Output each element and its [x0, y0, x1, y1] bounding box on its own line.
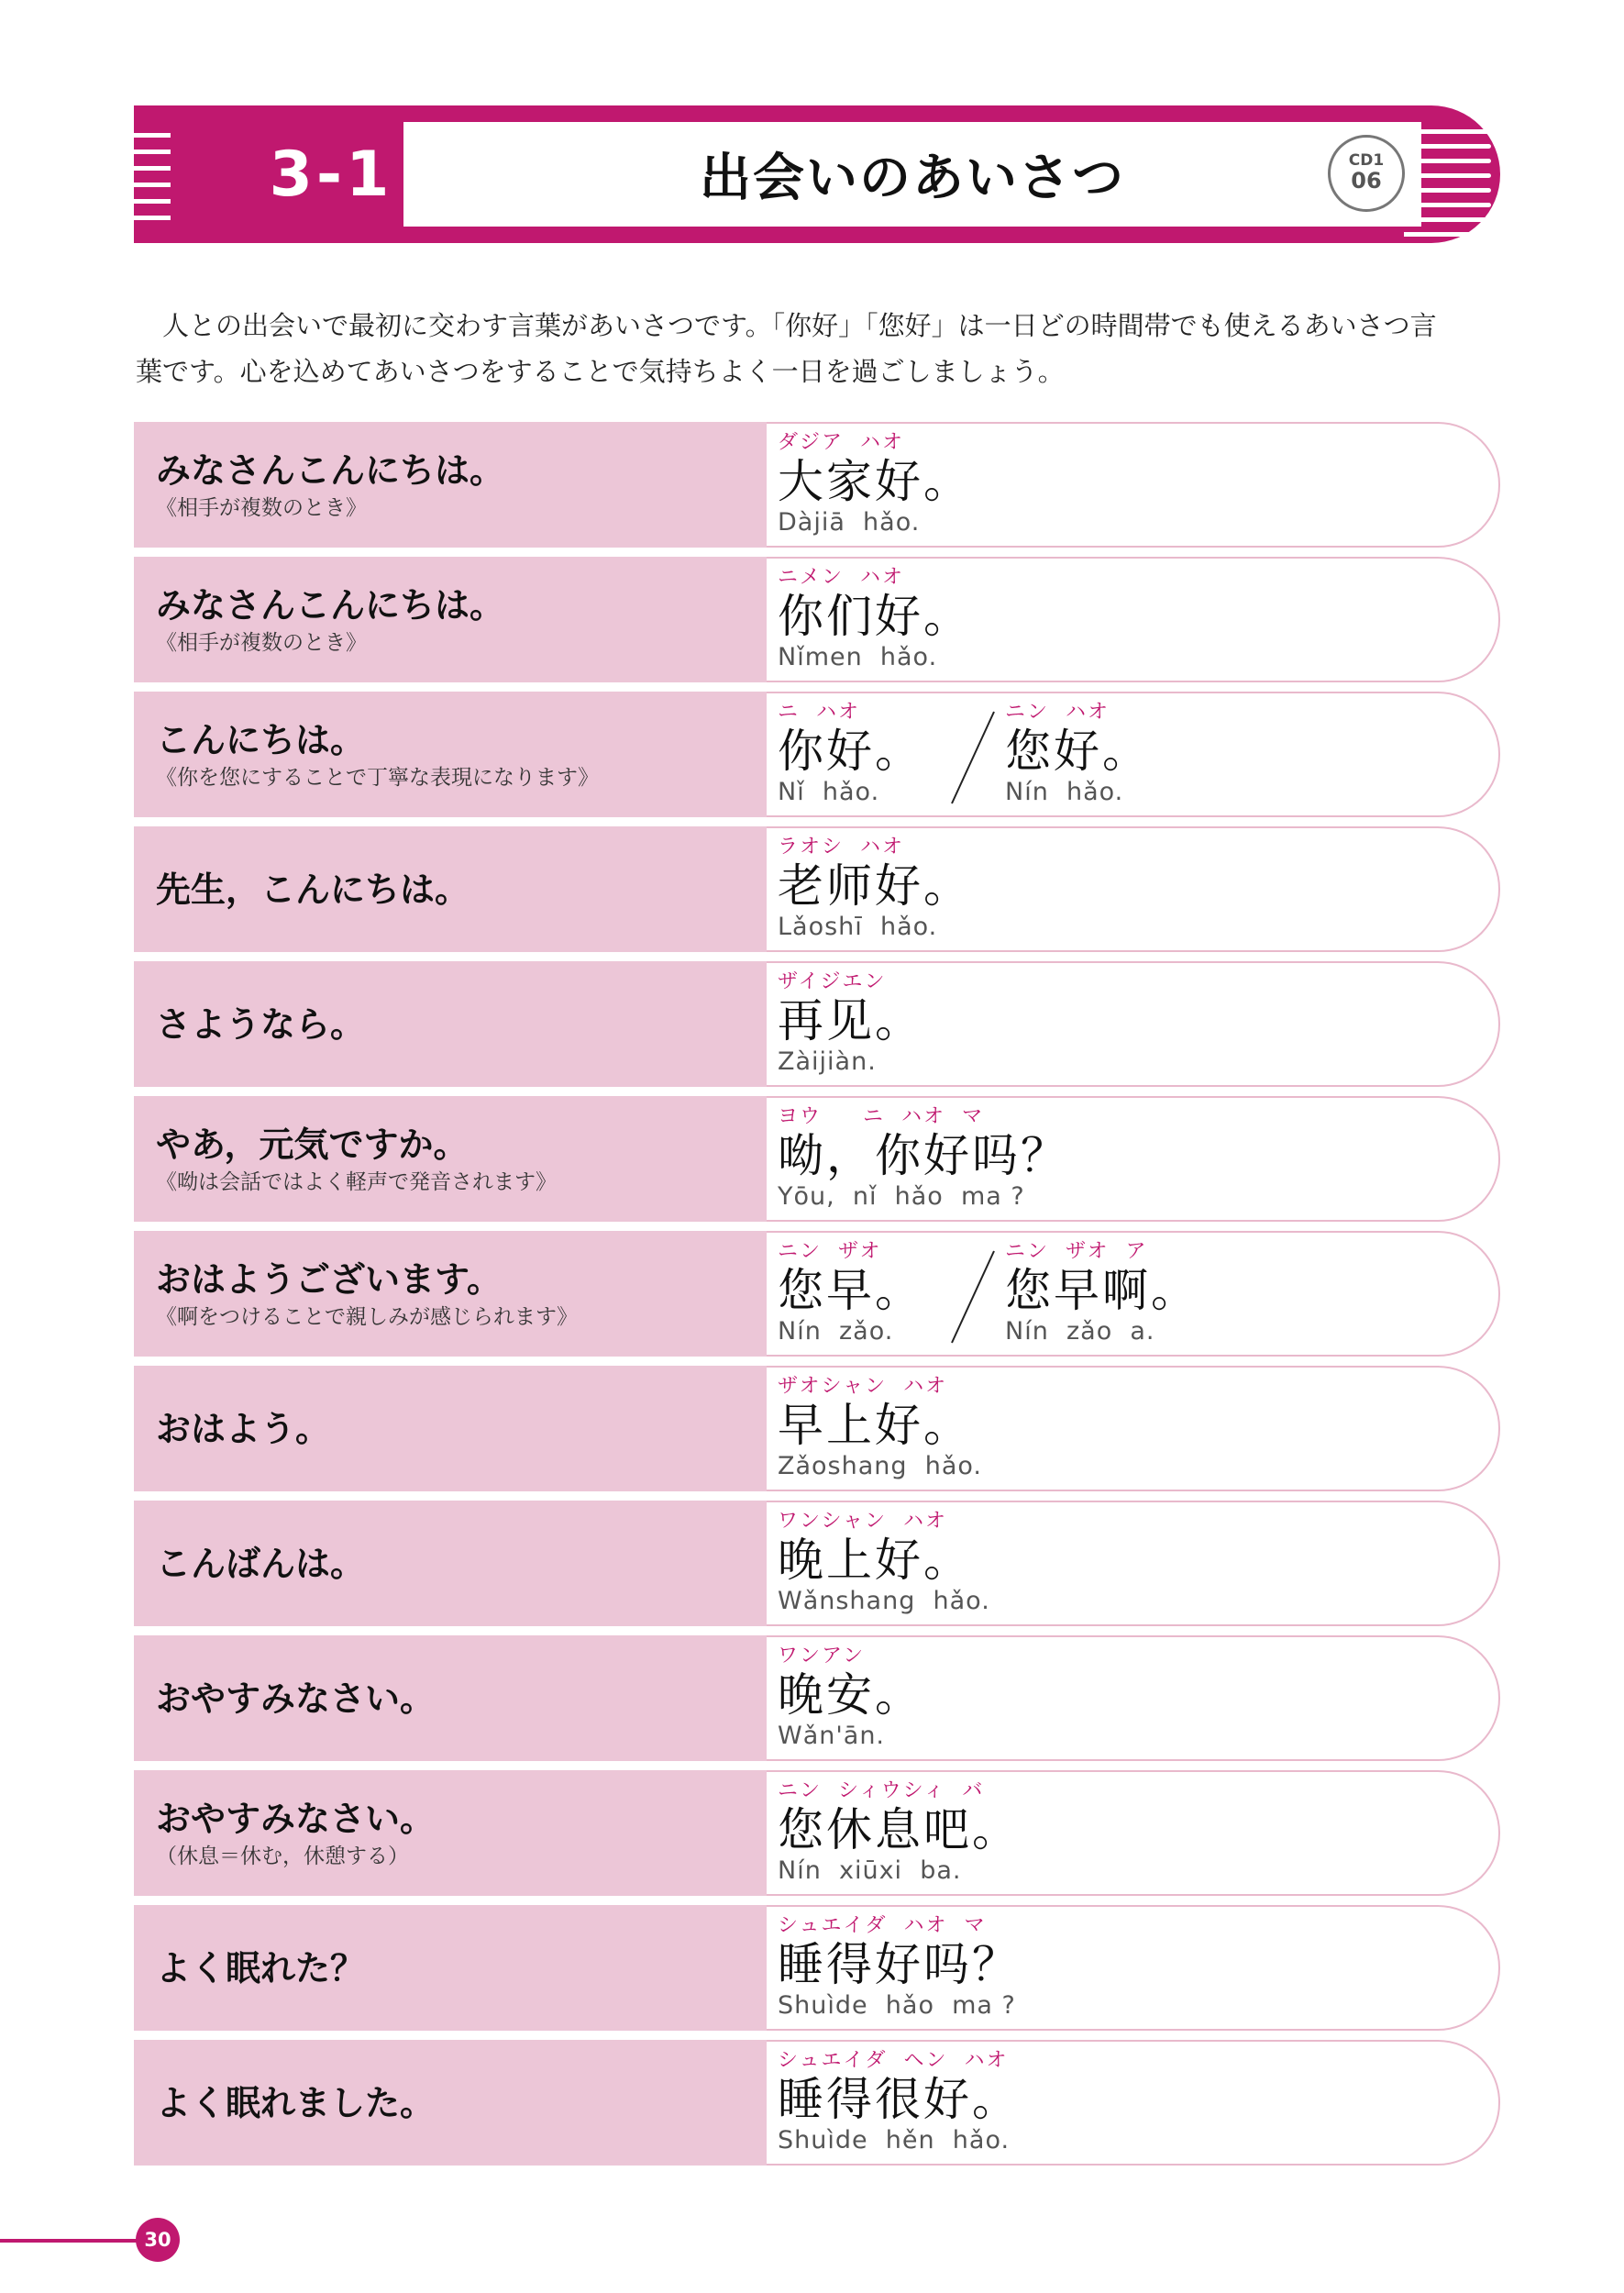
chinese-phrase-block	[1005, 701, 1151, 807]
japanese-phrase: みなさんこんにちは。	[156, 449, 505, 491]
page-title: 出会いのあいさつ	[700, 149, 1125, 208]
chinese-phrase-block	[778, 431, 972, 537]
slash-separator	[941, 1246, 1005, 1348]
intro-paragraph	[136, 303, 1502, 394]
japanese-phrase: やあ，元気ですか。	[156, 1124, 469, 1165]
katakana-reading: ザイジエン	[778, 970, 887, 993]
katakana-reading: シュエイダ ヘン ハオ	[778, 2049, 1009, 2072]
usage-note: 《你を您にすることで丁寧な表現になります》	[156, 765, 599, 790]
pinyin-reading: Nín hǎo.	[1005, 778, 1124, 806]
phrase-row	[134, 1231, 1500, 1357]
usage-note: 《啊をつけることで親しみが感じられます》	[156, 1304, 578, 1329]
katakana-reading: ダジア ハオ	[778, 431, 904, 454]
cd-label: CD1	[1348, 151, 1385, 171]
chinese-cell	[767, 961, 1500, 1087]
usage-note: 《呦は会話ではよく軽声で発音されます》	[156, 1169, 557, 1194]
slash-separator	[941, 706, 1005, 809]
japanese-cell	[134, 826, 767, 952]
page-number-rule	[0, 2239, 149, 2243]
japanese-phrase: おやすみなさい。	[156, 1798, 436, 1839]
japanese-phrase: おはようございます。	[156, 1258, 502, 1300]
katakana-reading: ニン ハオ	[1005, 701, 1110, 724]
phrase-row	[134, 422, 1500, 548]
phrase-row	[134, 961, 1500, 1087]
pinyin-reading: Zàijiàn.	[778, 1047, 877, 1076]
pinyin-reading: Wǎn'ān.	[778, 1722, 886, 1750]
chinese-phrase: 老师好。	[778, 859, 972, 913]
chinese-phrase: 你们好。	[778, 590, 972, 643]
chinese-cell	[767, 557, 1500, 682]
katakana-reading: ワンシャン ハオ	[778, 1510, 947, 1533]
chinese-cell	[767, 826, 1500, 952]
section-number: 3-1	[269, 138, 393, 211]
japanese-cell	[134, 1770, 767, 1896]
chinese-phrase-block	[778, 2049, 1021, 2155]
usage-note: 《相手が複数のとき》	[156, 630, 367, 655]
chinese-phrase-block	[778, 1779, 1021, 1886]
chinese-phrase: 睡得很好。	[778, 2073, 1021, 2126]
chinese-phrase: 您好。	[1005, 725, 1151, 778]
banner-stripes-left	[134, 133, 171, 220]
katakana-reading: ニメン ハオ	[778, 566, 904, 589]
chinese-phrase-block	[778, 1914, 1021, 2021]
chinese-phrase: 睡得好吗？	[778, 1938, 1021, 1991]
katakana-reading: ニ ハオ	[778, 701, 860, 724]
japanese-cell	[134, 557, 767, 682]
chinese-phrase: 呦，你好吗？	[778, 1129, 1069, 1182]
chinese-phrase: 您休息吧。	[778, 1803, 1021, 1856]
katakana-reading: ワンアン	[778, 1645, 866, 1667]
japanese-cell	[134, 1501, 767, 1626]
cd-track-badge[interactable]	[1328, 135, 1405, 212]
chinese-phrase-block	[778, 1105, 1069, 1212]
cd-track-number: 06	[1351, 168, 1382, 194]
japanese-phrase: 先生，こんにちは。	[156, 869, 470, 910]
section-header-banner	[134, 105, 1500, 243]
pinyin-reading: Zǎoshang hǎo.	[778, 1452, 982, 1480]
phrase-row	[134, 1770, 1500, 1896]
intro-line-1: 人との出会いで最初に交わす言葉があいさつです。「你好」「您好」は一日どの時間帯でも使えるあいさつ言	[162, 310, 1437, 341]
chinese-phrase: 大家好。	[778, 455, 972, 508]
katakana-reading: ニン ザオ	[778, 1240, 882, 1263]
chinese-phrase-block	[778, 836, 972, 942]
chinese-cell	[767, 2040, 1500, 2166]
phrase-row	[134, 1501, 1500, 1626]
chinese-cell	[767, 692, 1500, 817]
pinyin-reading: Shuìde hǎo ma ?	[778, 1991, 1016, 2020]
chinese-phrase: 早上好。	[778, 1399, 972, 1452]
chinese-phrase-block	[778, 970, 923, 1077]
chinese-phrase-block	[778, 701, 923, 807]
japanese-phrase: さようなら。	[156, 1003, 366, 1045]
chinese-cell	[767, 1366, 1500, 1491]
japanese-phrase: みなさんこんにちは。	[156, 584, 505, 626]
chinese-cell	[767, 1501, 1500, 1626]
japanese-cell	[134, 692, 767, 817]
chinese-cell	[767, 1635, 1500, 1761]
chinese-phrase: 晚安。	[778, 1668, 923, 1722]
chinese-phrase: 再见。	[778, 994, 923, 1047]
chinese-cell	[767, 1096, 1500, 1222]
chinese-phrase-block	[778, 1240, 923, 1346]
phrase-row	[134, 692, 1500, 817]
pinyin-reading: Nín xiūxi ba.	[778, 1856, 962, 1885]
page-number: 30	[136, 2218, 180, 2262]
chinese-phrase-block	[778, 1375, 982, 1481]
katakana-reading: ニン シィウシィ バ	[778, 1779, 985, 1802]
usage-note: 《相手が複数のとき》	[156, 495, 367, 520]
pinyin-reading: Nǐ hǎo.	[778, 778, 880, 806]
japanese-phrase: こんばんは。	[156, 1543, 366, 1584]
chinese-phrase-block	[778, 566, 972, 672]
phrase-row	[134, 1905, 1500, 2031]
katakana-reading: ヨウ ニ ハオ マ	[778, 1105, 984, 1128]
japanese-cell	[134, 1635, 767, 1761]
japanese-cell	[134, 961, 767, 1087]
phrase-row	[134, 1096, 1500, 1222]
japanese-cell	[134, 2040, 767, 2166]
katakana-reading: ラオシ ハオ	[778, 836, 904, 858]
phrase-row	[134, 557, 1500, 682]
pinyin-reading: Nín zǎo.	[778, 1317, 894, 1346]
phrase-row	[134, 1635, 1500, 1761]
japanese-cell	[134, 1366, 767, 1491]
title-box	[403, 122, 1421, 227]
chinese-phrase: 你好。	[778, 725, 923, 778]
phrase-list	[134, 422, 1500, 2175]
japanese-phrase: よく眠れました。	[156, 2082, 436, 2123]
pinyin-reading: Lǎoshī hǎo.	[778, 913, 938, 941]
japanese-cell	[134, 1096, 767, 1222]
phrase-row	[134, 826, 1500, 952]
katakana-reading: ザオシャン ハオ	[778, 1375, 948, 1398]
chinese-cell	[767, 422, 1500, 548]
japanese-cell	[134, 422, 767, 548]
pinyin-reading: Wǎnshang hǎo.	[778, 1587, 990, 1615]
japanese-phrase: よく眠れた？	[156, 1947, 366, 1988]
japanese-cell	[134, 1231, 767, 1357]
japanese-phrase: おはよう。	[156, 1408, 331, 1449]
pinyin-reading: Nǐmen hǎo.	[778, 643, 938, 671]
chinese-phrase-block	[778, 1645, 923, 1751]
chinese-cell	[767, 1231, 1500, 1357]
pinyin-reading: Shuìde hěn hǎo.	[778, 2126, 1011, 2155]
chinese-phrase-block	[778, 1510, 990, 1616]
pinyin-reading: Nín zǎo a.	[1005, 1317, 1155, 1346]
japanese-phrase: こんにちは。	[156, 719, 366, 760]
katakana-reading: シュエイダ ハオ マ	[778, 1914, 987, 1937]
phrase-row	[134, 2040, 1500, 2166]
japanese-cell	[134, 1905, 767, 2031]
chinese-phrase-block	[1005, 1240, 1199, 1346]
chinese-phrase: 您早。	[778, 1264, 923, 1317]
phrase-row	[134, 1366, 1500, 1491]
pinyin-reading: Yōu, nǐ hǎo ma ?	[778, 1182, 1025, 1211]
intro-line-2: 葉です。心を込めてあいさつをすることで気持ちよく一日を過ごしましょう。	[136, 356, 1065, 387]
japanese-phrase: おやすみなさい。	[156, 1678, 436, 1719]
chinese-cell	[767, 1905, 1500, 2031]
pinyin-reading: Dàjiā hǎo.	[778, 508, 921, 537]
usage-note: （休息＝休む，休憩する）	[156, 1844, 409, 1868]
katakana-reading: ニン ザオ ア	[1005, 1240, 1148, 1263]
chinese-phrase: 您早啊。	[1005, 1264, 1199, 1317]
chinese-phrase: 晚上好。	[778, 1534, 972, 1587]
chinese-cell	[767, 1770, 1500, 1896]
